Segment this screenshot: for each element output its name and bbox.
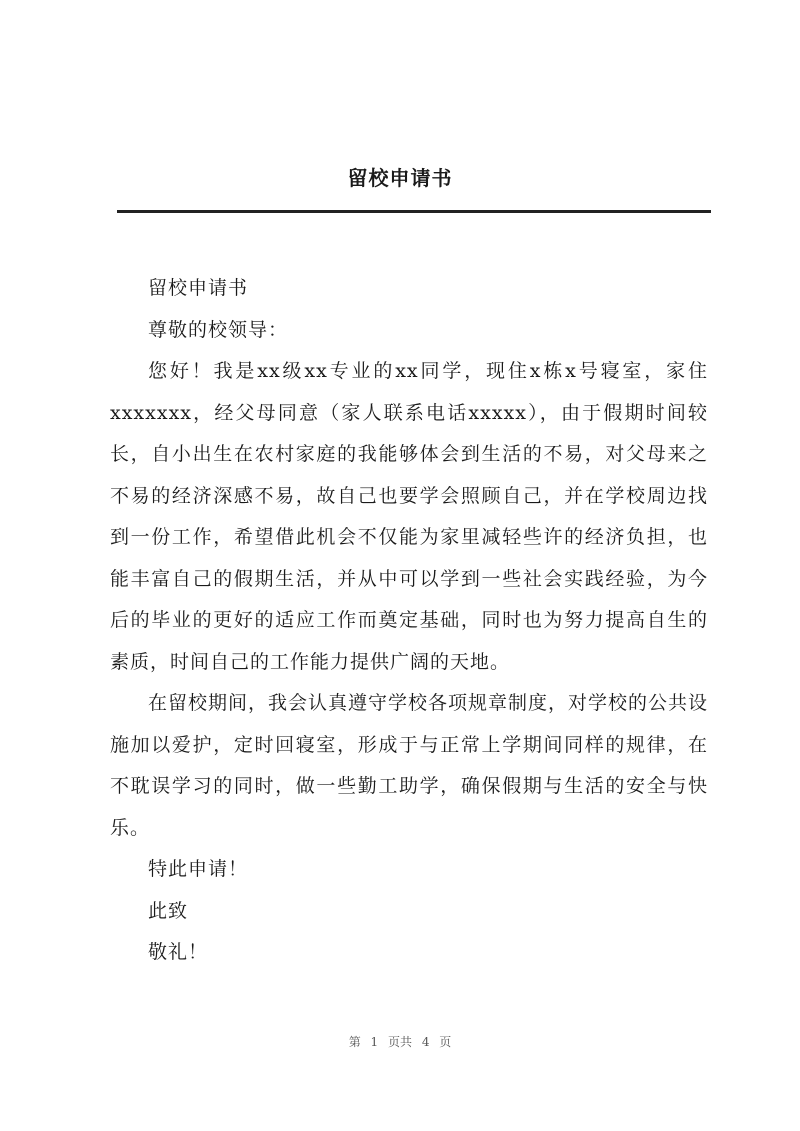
salutation: 尊敬的校领导： (148, 318, 289, 341)
closing-request: 特此申请！ (148, 858, 249, 880)
page-number: 第 1 页共 4 页 (348, 1035, 452, 1049)
paragraph-intro: 您好！我是xx级xx专业的xx同学，现住x栋x号寝室，家住xxxxxxx，经父母同意（家人联系电话xxxxx），由于假期时间较长，自小出生在农村家庭的我能够体会到生活的不易，对父母来之不易的经济深感不易，故自己也要学会照顾自己，并在学校周边找到一份工作，希望借此机会不仅能为家里减轻些许的经济负担，也能丰富自己的假期生活，并从中可以学到一些社会实践经验，为今后的毕业的更好的适应工作而奠定基础，同时也为努力提高自生的素质，时间自己的工作能力提供广阔的天地。 (110, 360, 708, 673)
page-title: 留校申请书 (347, 166, 453, 190)
closing-zhici: 此致 (148, 899, 189, 922)
body-heading: 留校申请书 (148, 277, 249, 299)
document-body (110, 268, 708, 974)
title-divider (117, 210, 711, 213)
closing-jingli: 敬礼！ (148, 941, 209, 963)
paragraph-commitment: 在留校期间，我会认真遵守学校各项规章制度，对学校的公共设施加以爱护，定时回寝室，形成于与正常上学期间同样的规律，在不耽误学习的同时，做一些勤工助学，确保假期与生活的安全与快乐。 (110, 692, 709, 839)
